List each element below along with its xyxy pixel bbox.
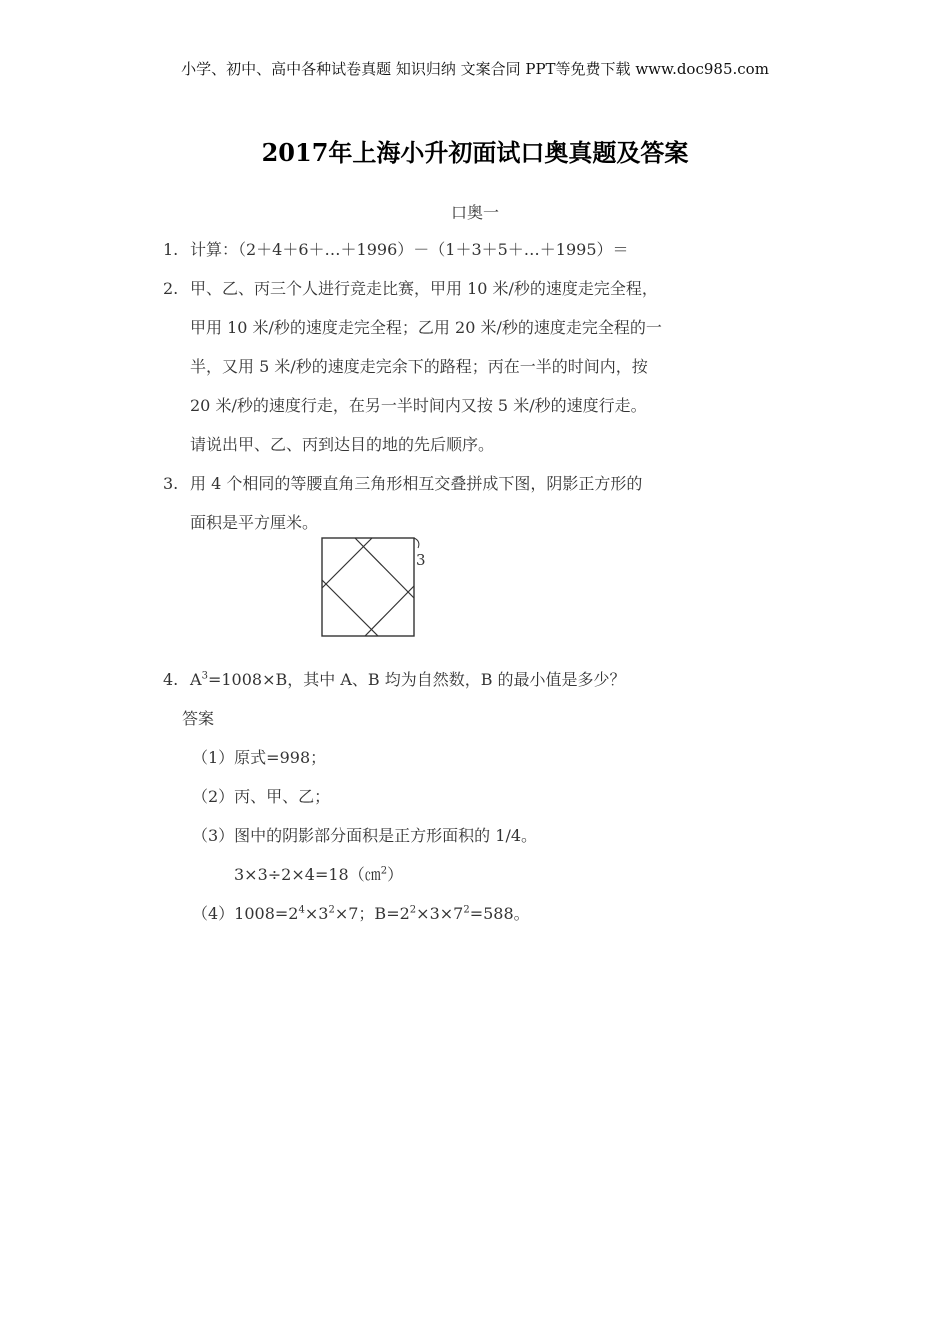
dimension-label: 3 [416,551,426,569]
calc-text: 3×3÷2×4=18（㎝ [234,865,381,884]
answer-4-part: ×3×7 [416,904,464,923]
section-heading: 口奥一 [450,203,499,222]
diagonal-line [355,538,414,598]
exponent: 2 [328,904,335,916]
exponent: 2 [409,904,417,916]
question-2-line-2: 甲用 10 米/秒的速度走完全程；乙用 20 米/秒的速度走完全程的一 [190,318,662,337]
question-number: 4. [163,670,179,689]
question-4 [163,667,626,690]
answer-3: （3）图中的阴影部分面积是正方形面积的 1/4。 [192,826,538,845]
answer-4 [192,901,530,924]
answer-3-calculation [234,862,403,885]
answer-4-part: =588。 [469,904,530,923]
answer-1: （1）原式=998； [192,748,327,767]
question-text-rest: =1008×B，其中 A、B 均为自然数，B 的最小值是多少？ [207,670,626,689]
question-text: 用 4 个相同的等腰直角三角形相互交叠拼成下图，阴影正方形的 [190,474,643,493]
exponent: 2 [463,904,470,916]
answer-4-part: （4）1008=2 [192,904,299,923]
question-number: 3. [163,474,179,493]
question-text-a: A [190,670,202,689]
question-3-line-1 [163,471,642,494]
page-title: 2017年上海小升初面试口奥真题及答案 [261,138,689,167]
diagonal-line [322,538,372,588]
answers-heading: 答案 [182,709,215,728]
calc-text-end: ） [387,865,404,884]
outer-square [322,538,414,636]
question-2-line-3: 半，又用 5 米/秒的速度走完余下的路程；丙在一半的时间内，按 [190,357,648,376]
site-header: 小学、初中、高中各种试卷真题 知识归纳 文案合同 PPT等免费下载 www.doc985.com [181,60,769,78]
answer-4-part: ×7；B=2 [334,904,410,923]
answer-2: （2）丙、甲、乙； [192,787,331,806]
question-text: 计算：（2＋4＋6＋…＋1996）－（1＋3＋5＋…＋1995）＝ [190,240,629,259]
question-1 [163,237,629,260]
question-2-line-5: 请说出甲、乙、丙到达目的地的先后顺序。 [190,435,495,454]
exponent: 2 [380,865,388,877]
triangles-square-diagram [320,536,440,640]
dimension-bracket [414,538,419,548]
question-3-line-2: 面积是平方厘米。 [190,513,319,532]
question-text: 甲、乙、丙三个人进行竞走比赛，甲用 10 米/秒的速度走完全程， [190,279,658,298]
question-number: 2. [163,279,179,298]
question-2-line-1 [163,276,658,299]
exponent: 4 [298,904,305,916]
diagonal-line [365,586,414,636]
exponent: 3 [201,670,208,682]
question-2-line-4: 20 米/秒的速度行走，在另一半时间内又按 5 米/秒的速度行走。 [190,396,647,415]
question-number: 1. [163,240,179,259]
answer-4-part: ×3 [304,904,329,923]
diagonal-line [322,580,378,636]
